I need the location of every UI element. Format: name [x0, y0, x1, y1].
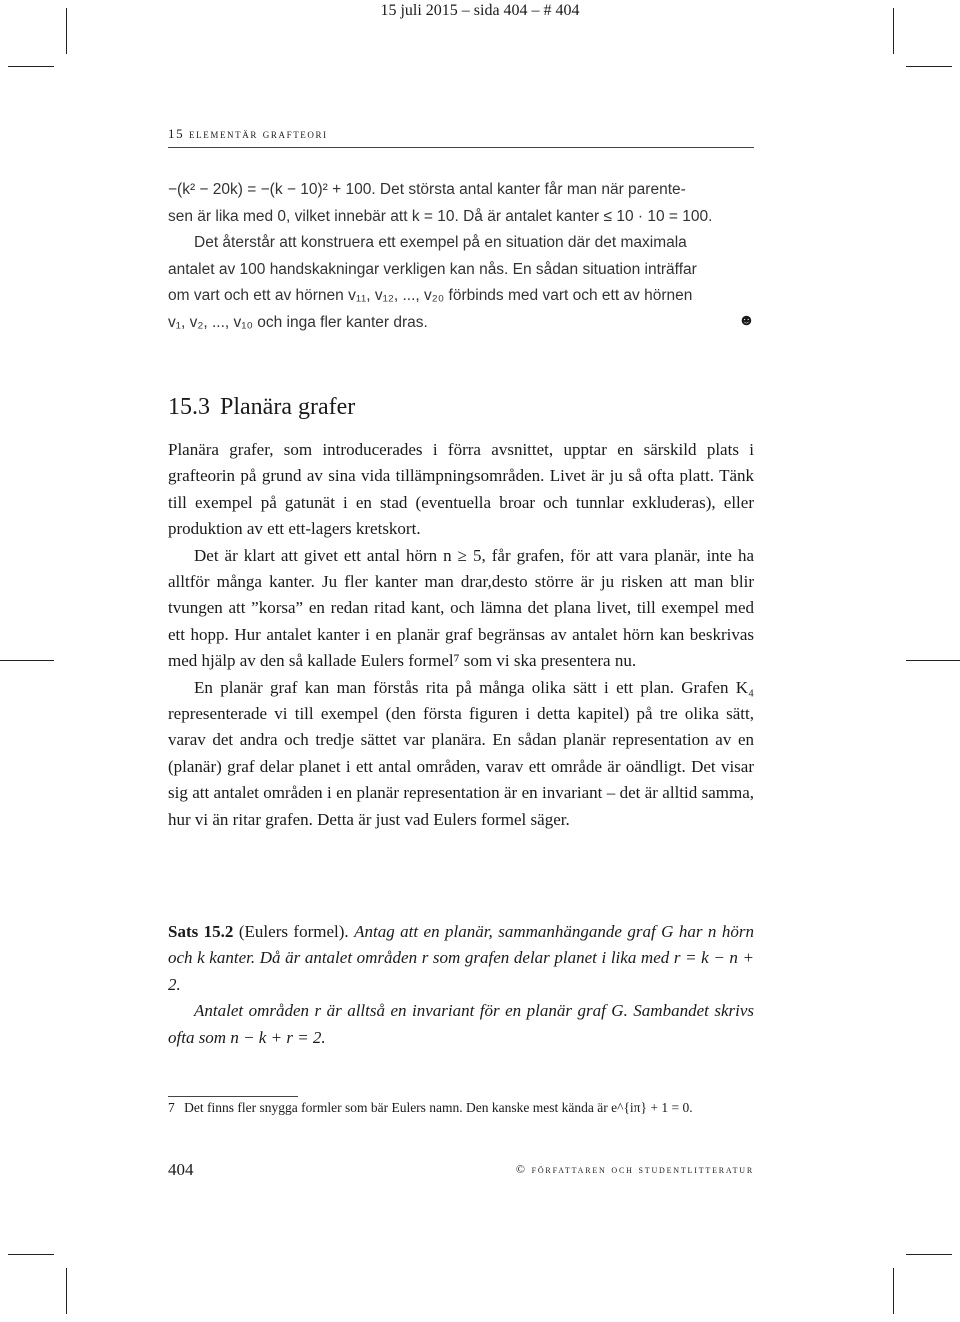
- section-heading: [168, 394, 365, 421]
- crop-mark: [906, 660, 960, 661]
- section-number: 15.3: [168, 394, 210, 420]
- theorem-statement: [168, 919, 754, 998]
- page-number: 404: [168, 1160, 194, 1179]
- footnote-text: Det finns fler snygga formler som bär Eulers namn. Den kanske mest kända är e^{iπ} + 1 = 0.: [184, 1100, 693, 1115]
- crop-mark: [906, 66, 952, 67]
- paragraph: Planära grafer, som introducerades i förra avsnittet, upptar en särskild plats i grafteorin på grund av sina vida tillämpningsområden. Livet är ju så ofta platt. Tänk till exempel på gatunät i en stad (eventuella broar och tunnlar exkluderas), eller produktion av ett ett-lagers kretskort.: [168, 440, 754, 539]
- qed-smiley-icon: ☻: [738, 312, 755, 329]
- crop-mark: [0, 660, 54, 661]
- crop-mark: [906, 1254, 952, 1255]
- theorem-label: Sats 15.2: [168, 922, 234, 941]
- footnote-rule: [168, 1096, 298, 1097]
- crop-mark: [8, 66, 54, 67]
- proof-text: [168, 177, 754, 336]
- footnote: [168, 1100, 768, 1116]
- running-head: 15 elementär grafteori: [168, 126, 328, 141]
- print-slug: 15 juli 2015 – sida 404 – # 404: [380, 2, 580, 19]
- body-text: [168, 437, 754, 833]
- paragraph: En planär graf kan man förstås rita på många olika sätt i ett plan. Grafen K₄ representerade vi till exempel (den första figuren i detta kapitel) på tre olika sätt, varav det andra och tredje sättet var planära. En sådan planär representation av en (planär) graf delar planet i ett antal områden, varav ett område är oändligt. Det visar sig att antalet områden i en planär representation är en invariant – det är alltid samma, hur vi än ritar grafen. Detta är just vad Eulers formel säger.: [168, 677, 754, 829]
- header-rule: [168, 147, 754, 148]
- crop-mark: [8, 1254, 54, 1255]
- proof-line: v₁, v₂, ..., v₁₀ och inga fler kanter dras.: [168, 313, 428, 331]
- crop-mark: [893, 1268, 894, 1314]
- crop-mark: [66, 1268, 67, 1314]
- proof-line: antalet av 100 handskakningar verkligen kan nås. En sådan situation inträffar: [168, 260, 697, 278]
- proof-line: −(k² − 20k) = −(k − 10)² + 100. Det största antal kanter får man när parente-: [168, 181, 686, 198]
- proof-line: Det återstår att konstruera ett exempel på en situation där det maximala: [194, 234, 687, 251]
- proof-line: om vart och ett av hörnen v₁₁, v₁₂, ..., v₂₀ förbinds med vart och ett av hörnen: [168, 287, 693, 304]
- theorem-name: (Eulers formel).: [238, 922, 349, 941]
- theorem-remark: Antalet områden r är alltså en invariant för en planär graf G. Sambandet skrivs ofta som n − k + r = 2.: [168, 1001, 754, 1047]
- footnote-mark: 7: [168, 1100, 175, 1115]
- theorem-body: Antag att en planär, sammanhängande graf G har n hörn och k kanter. Då är antalet områden r som grafen delar planet i lika med r = k − n + 2.: [168, 922, 754, 994]
- theorem: [168, 919, 754, 1051]
- paragraph: Det är klart att givet ett antal hörn n ≥ 5, får grafen, för att vara planär, inte ha alltför många kanter. Ju fler kanter man drar,desto större är ju risken att man blir tvungen att ”korsa” en redan ritad kant, och lämna det plana livet, till exempel med ett hopp. Hur antalet kanter i en planär graf begränsas av antalet hörn kan beskrivas med hjälp av den så kallade Eulers formel⁷ som vi ska presentera nu.: [168, 545, 754, 671]
- copyright-line: © författaren och studentlitteratur: [515, 1162, 754, 1176]
- proof-line: sen är lika med 0, vilket innebär att k = 10. Då är antalet kanter ≤ 10 · 10 = 100.: [168, 207, 713, 225]
- section-title: Planära grafer: [220, 394, 356, 420]
